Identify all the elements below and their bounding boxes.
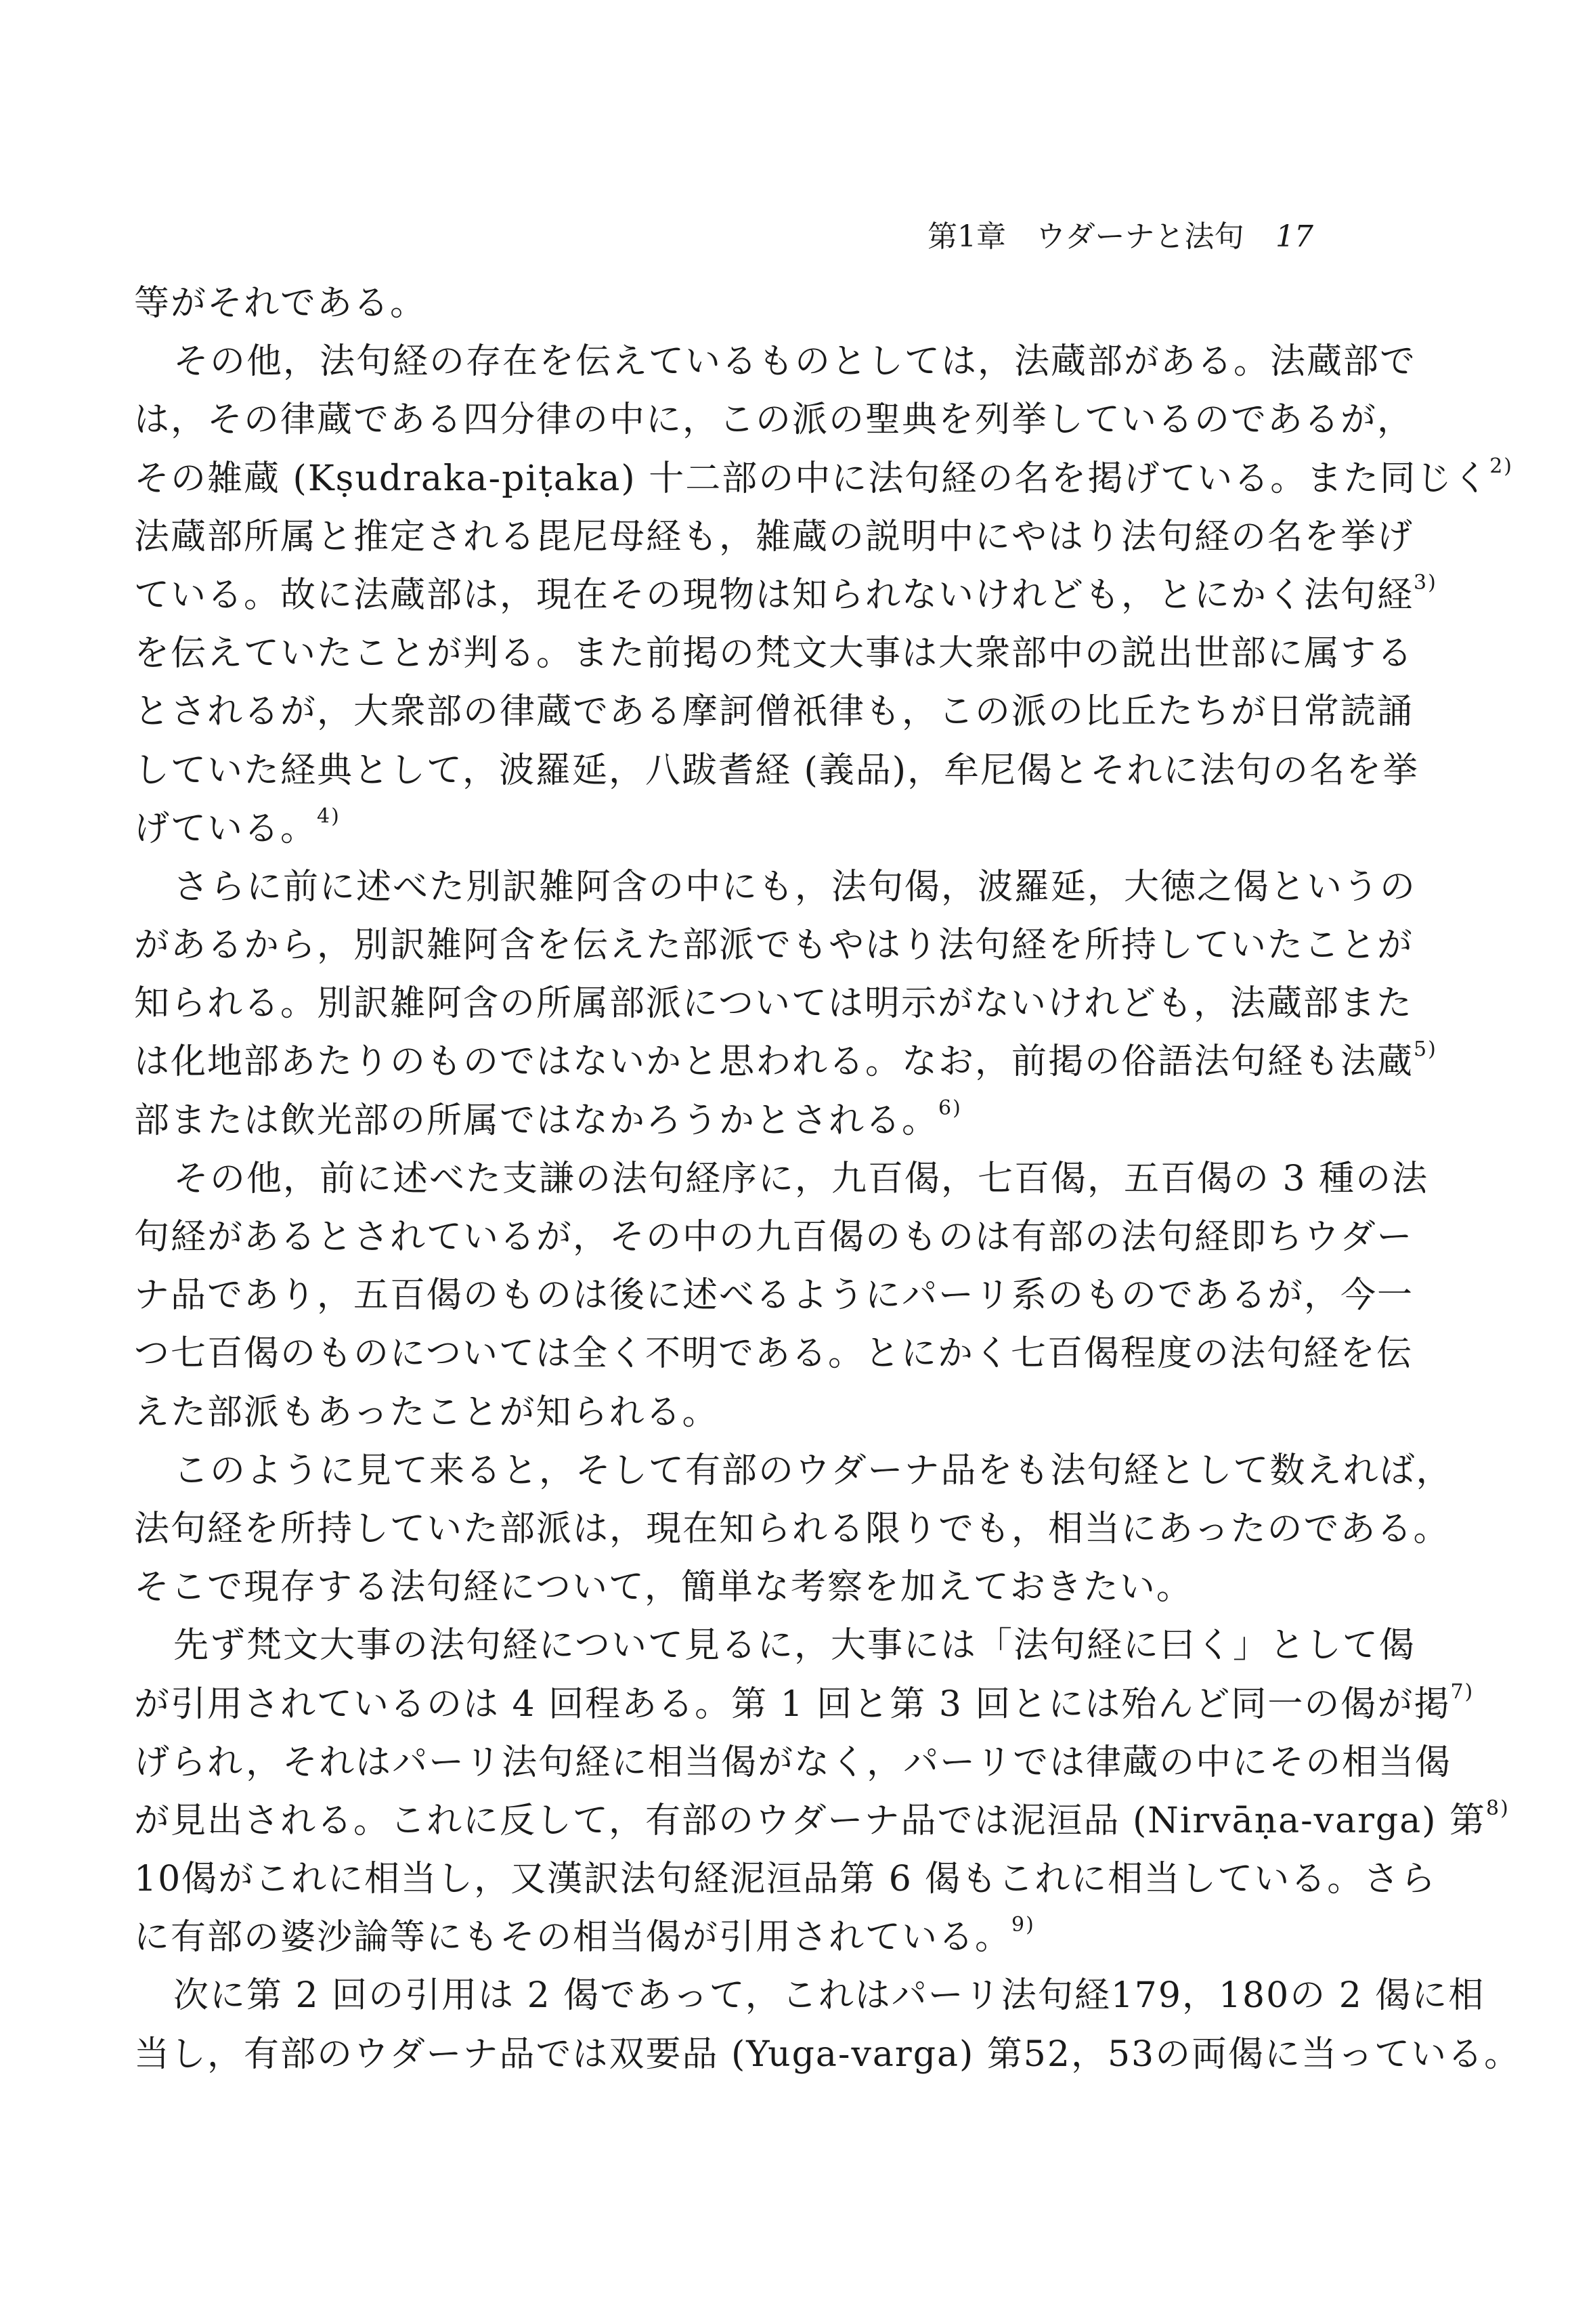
footnote-marker: 6) xyxy=(938,1096,962,1120)
line-text: ている。故に法蔵部は，現在その現物は知られないけれども，とにかく法句経 xyxy=(134,574,1414,616)
line-text: このように見て来ると，そして有部のウダーナ品をも法句経として数えれば， xyxy=(173,1450,1453,1491)
text-line xyxy=(134,741,1420,800)
line-text: は化地部あたりのものではないかと思われる。なお，前掲の俗語法句経も法蔵 xyxy=(134,1041,1414,1083)
footnote-marker: 9) xyxy=(1011,1913,1035,1937)
text-line xyxy=(134,332,1417,391)
line-text: さらに前に述べた別訳雑阿含の中にも，法句偈，波羅延，大徳之偈というの xyxy=(173,866,1417,907)
line-text: ナ品であり，五百偈のものは後に述べるようにパーリ系のものであるが，今一 xyxy=(134,1275,1414,1316)
line-text: その他，法句経の存在を伝えているものとしては，法蔵部がある。法蔵部で xyxy=(173,341,1417,383)
line-text: していた経典として，波羅延，八跋耆経 (義品)，牟尼偈とそれに法句の名を挙 xyxy=(134,750,1420,791)
line-text: とされるが，大衆部の律蔵である摩訶僧祇律も，この派の比丘たちが日常読誦 xyxy=(134,691,1414,733)
footnote-marker: 4) xyxy=(317,804,341,828)
line-text: げている。 xyxy=(134,808,318,849)
text-line xyxy=(134,800,1346,858)
running-head xyxy=(927,215,1313,259)
text-line xyxy=(134,1675,1475,1734)
body-text xyxy=(134,274,1521,2084)
line-text: 10偈がこれに相当し，又漢訳法句経泥洹品第 6 偈もこれに相当している。さら xyxy=(134,1859,1437,1900)
line-text: 当し，有部のウダーナ品では双要品 (Yuga-varga) 第52，53の両偈に当っている。 xyxy=(134,2034,1521,2075)
text-line xyxy=(134,974,1413,1033)
line-text: えた部派もあったことが知られる。 xyxy=(134,1392,719,1433)
text-line xyxy=(134,566,1437,624)
text-line xyxy=(134,1616,1416,1675)
line-text: 法蔵部所属と推定される毘尼母経も，雑蔵の説明中にやはり法句経の名を挙げ xyxy=(134,516,1414,557)
text-line xyxy=(134,1442,1453,1500)
line-text: その雑蔵 (Kṣudraka-piṭaka) 十二部の中に法句経の名を掲げている。また同じく xyxy=(134,458,1490,499)
line-text: 知られる。別訳雑阿含の所属部派については明示がないけれども，法蔵部また xyxy=(134,983,1413,1025)
text-line xyxy=(134,1325,1413,1383)
text-line xyxy=(134,1033,1437,1091)
text-line xyxy=(134,508,1414,566)
text-line xyxy=(134,1792,1510,1850)
text-line xyxy=(134,1383,1346,1442)
footnote-marker: 5) xyxy=(1414,1037,1437,1062)
text-line xyxy=(134,1908,1346,1966)
footnote-marker: 7) xyxy=(1450,1679,1475,1704)
line-text: に有部の婆沙論等にもその相当偈が引用されている。 xyxy=(134,1917,1012,1958)
line-text: その他，前に述べた支謙の法句経序に，九百偈，七百偈，五百偈の 3 種の法 xyxy=(173,1158,1429,1199)
text-line xyxy=(134,391,1414,449)
chapter-label: 第1章 xyxy=(927,219,1006,254)
text-line xyxy=(134,1266,1414,1325)
text-line xyxy=(134,1150,1429,1208)
line-text: は，その律蔵である四分律の中に，この派の聖典を列挙しているのであるが， xyxy=(134,400,1414,441)
text-line xyxy=(134,1850,1437,1908)
footnote-marker: 2) xyxy=(1489,454,1514,478)
text-line xyxy=(134,1558,1346,1616)
line-text: が見出される。これに反して，有部のウダーナ品では泥洹品 (Nirvāṇa-varga) 第 xyxy=(134,1800,1487,1841)
line-text: 次に第 2 回の引用は 2 偈であって，これはパーリ法句経179，180の 2 偈に相 xyxy=(173,1975,1485,2017)
text-line xyxy=(134,1500,1450,1558)
chapter-title: ウダーナと法句 xyxy=(1036,219,1244,254)
text-line xyxy=(134,1092,1346,1150)
line-text: げられ，それはパーリ法句経に相当偈がなく，パーリでは律蔵の中にその相当偈 xyxy=(134,1742,1452,1783)
text-line xyxy=(134,683,1414,741)
line-text: を伝えていたことが判る。また前掲の梵文大事は大衆部中の説出世部に属する xyxy=(134,633,1414,674)
line-text: があるから，別訳雑阿含を伝えた部派でもやはり法句経を所持していたことが xyxy=(134,925,1414,966)
footnote-marker: 3) xyxy=(1414,570,1437,595)
text-line xyxy=(134,450,1514,508)
text-line xyxy=(134,916,1414,974)
text-line xyxy=(134,858,1417,916)
line-text: つ七百偈のものについては全く不明である。とにかく七百偈程度の法句経を伝 xyxy=(134,1333,1413,1375)
text-line xyxy=(134,274,1346,332)
text-line xyxy=(134,2025,1521,2084)
footnote-marker: 8) xyxy=(1486,1796,1510,1820)
line-text: 法句経を所持していた部派は，現在知られる限りでも，相当にあったのである。 xyxy=(134,1508,1450,1549)
line-text: 部または飲光部の所属ではなかろうかとされる。 xyxy=(134,1100,939,1141)
text-line xyxy=(134,1208,1414,1266)
line-text: 句経があるとされているが，その中の九百偈のものは有部の法句経即ちウダー xyxy=(134,1217,1414,1257)
line-text: 先ず梵文大事の法句経について見るに，大事には「法句経に曰く」として偈 xyxy=(173,1625,1416,1666)
line-text: が引用されているのは 4 回程ある。第 1 回と第 3 回とには殆んど同一の偈が掲 xyxy=(134,1683,1451,1725)
line-text: 等がそれである。 xyxy=(134,283,427,324)
page-number: 17 xyxy=(1275,219,1313,254)
line-text: そこで現存する法句経について，簡単な考察を加えておきたい。 xyxy=(134,1567,1193,1608)
text-line xyxy=(134,1734,1452,1792)
text-line xyxy=(134,1966,1485,2025)
text-line xyxy=(134,624,1414,683)
